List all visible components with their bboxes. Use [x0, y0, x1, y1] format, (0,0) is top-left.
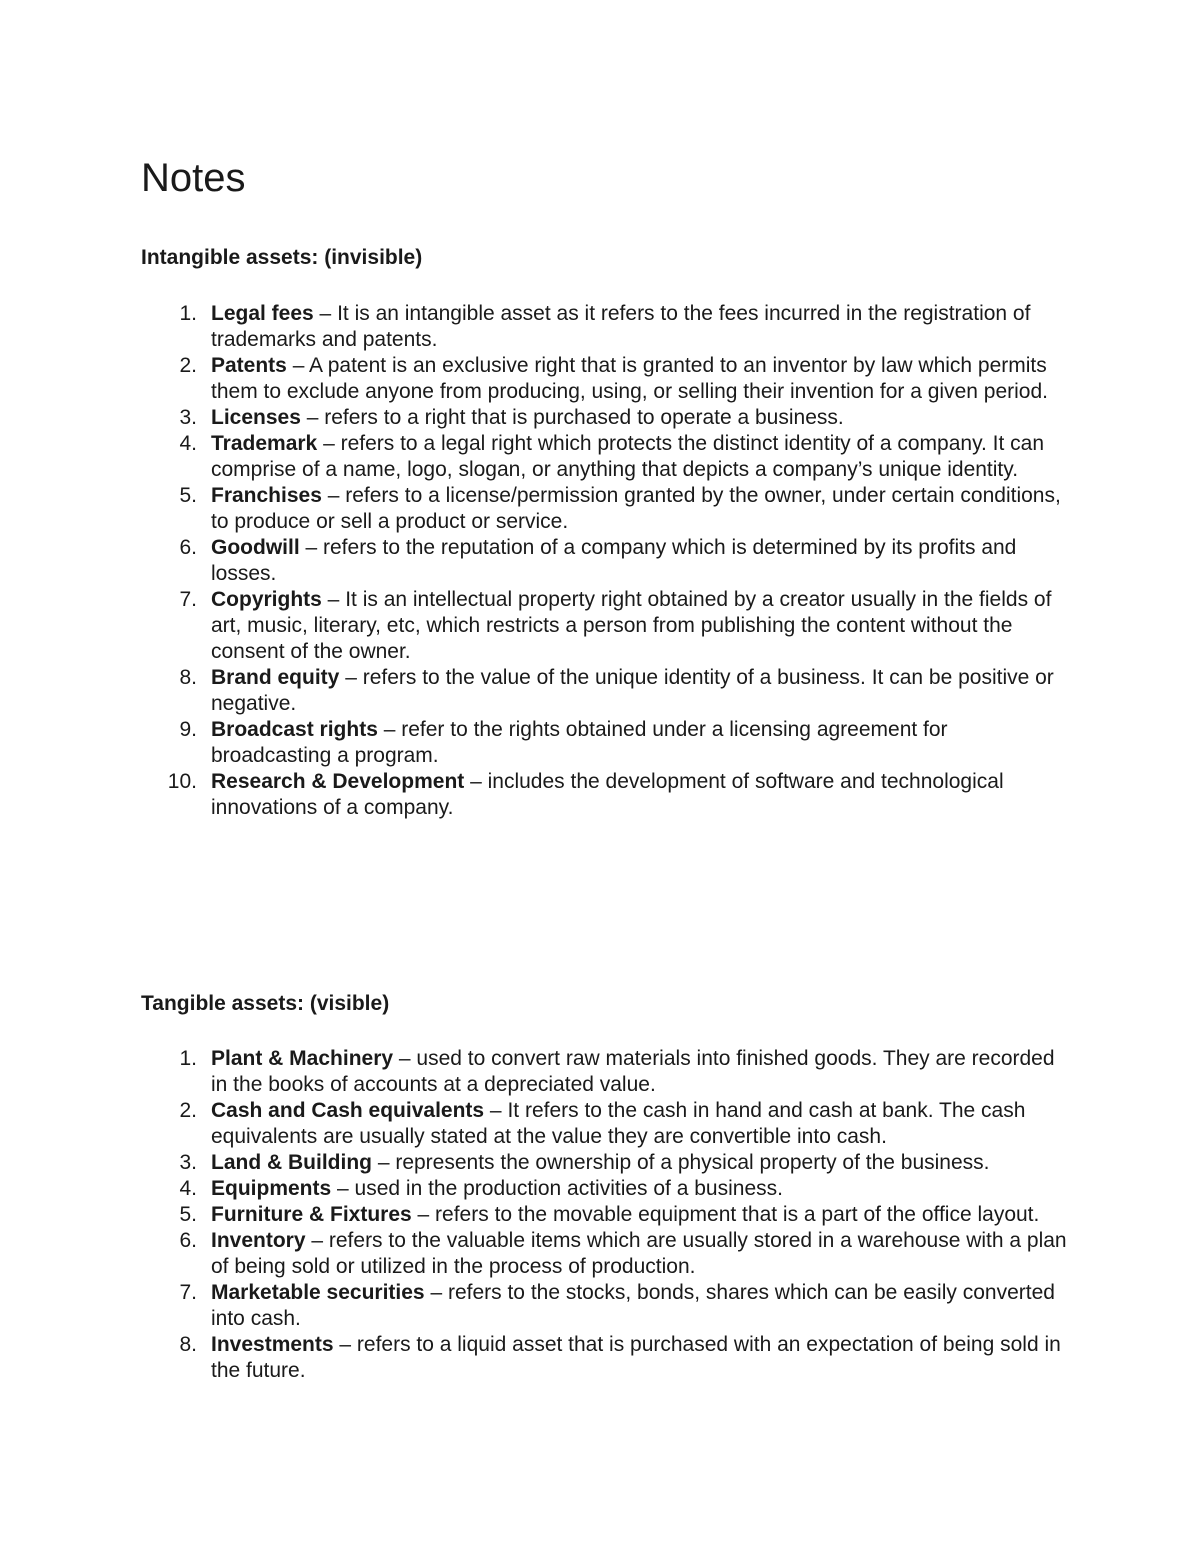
item-term: Land & Building [211, 1151, 372, 1174]
item-description: – refers to the movable equipment that is a part of the office layout. [411, 1203, 1040, 1226]
list-item [141, 1332, 1071, 1384]
list-item [141, 1202, 1071, 1228]
list-item [141, 587, 1071, 665]
list-item [141, 1280, 1071, 1332]
tangible-assets-heading: Tangible assets: (visible) [141, 992, 390, 1015]
item-term: Equipments [211, 1177, 332, 1200]
item-term: Patents [211, 354, 287, 377]
intangible-assets-list [141, 301, 1071, 821]
item-number: 9. [179, 718, 197, 741]
item-term: Trademark [211, 432, 318, 455]
list-item [141, 717, 1071, 769]
item-number: 3. [179, 406, 197, 429]
item-number: 4. [179, 1177, 197, 1200]
tangible-assets-list [141, 1046, 1071, 1384]
item-number: 5. [179, 484, 197, 507]
item-number: 4. [179, 432, 197, 455]
list-item [141, 1098, 1071, 1150]
item-description: – refers to the reputation of a company which is determined by its profits and losses. [211, 536, 1017, 585]
item-number: 2. [179, 354, 197, 377]
item-description: – refers to the value of the unique identity of a business. It can be positive or negative. [211, 666, 1054, 715]
item-number: 3. [179, 1151, 197, 1174]
item-number: 5. [179, 1203, 197, 1226]
item-description: – refer to the rights obtained under a licensing agreement for broadcasting a program. [211, 718, 948, 767]
item-term: Brand equity [211, 666, 340, 689]
item-number: 2. [179, 1099, 197, 1122]
item-description: – A patent is an exclusive right that is granted to an inventor by law which permits them to exclude anyone from producing, using, or selling their invention for a given period. [211, 354, 1048, 403]
item-description: – used to convert raw materials into finished goods. They are recorded in the books of accounts at a depreciated value. [211, 1047, 1055, 1096]
item-description: – refers to a license/permission granted by the owner, under certain conditions, to produce or sell a product or service. [211, 484, 1061, 533]
item-description: – refers to the valuable items which are usually stored in a warehouse with a plan of being sold or utilized in the process of production. [211, 1229, 1067, 1278]
list-item [141, 483, 1071, 535]
item-term: Furniture & Fixtures [211, 1203, 412, 1226]
list-item [141, 1046, 1071, 1098]
list-item [141, 353, 1071, 405]
item-number: 7. [179, 1281, 197, 1304]
item-number: 8. [179, 1333, 197, 1356]
item-term: Copyrights [211, 588, 322, 611]
item-number: 1. [179, 302, 197, 325]
list-item [141, 1228, 1071, 1280]
list-item [141, 535, 1071, 587]
item-term: Cash and Cash equivalents [211, 1099, 485, 1122]
list-item [141, 1150, 1071, 1176]
item-term: Inventory [211, 1229, 306, 1252]
item-term: Legal fees [211, 302, 314, 325]
item-number: 8. [179, 666, 197, 689]
item-description: – represents the ownership of a physical property of the business. [371, 1151, 990, 1174]
list-item [141, 769, 1071, 821]
item-term: Investments [211, 1333, 334, 1356]
list-item [141, 405, 1071, 431]
list-item [141, 431, 1071, 483]
intangible-assets-heading: Intangible assets: (invisible) [141, 246, 423, 269]
item-term: Licenses [211, 406, 301, 429]
list-item [141, 665, 1071, 717]
item-term: Plant & Machinery [211, 1047, 394, 1070]
item-description: – refers to a legal right which protects the distinct identity of a company. It can comprise of a name, logo, slogan, or anything that depicts a company’s unique identity. [211, 432, 1045, 481]
item-term: Goodwill [211, 536, 300, 559]
item-number: 6. [179, 536, 197, 559]
item-description: – refers to a liquid asset that is purchased with an expectation of being sold in the future. [211, 1333, 1061, 1382]
list-item [141, 1176, 1071, 1202]
item-description: – refers to a right that is purchased to operate a business. [300, 406, 844, 429]
list-item [141, 301, 1071, 353]
item-description: – It refers to the cash in hand and cash at bank. The cash equivalents are usually stated at the value they are convertible into cash. [211, 1099, 1026, 1148]
item-term: Broadcast rights [211, 718, 378, 741]
item-term: Franchises [211, 484, 322, 507]
item-description: – refers to the stocks, bonds, shares which can be easily converted into cash. [211, 1281, 1055, 1330]
item-description: – It is an intangible asset as it refers to the fees incurred in the registration of trademarks and patents. [211, 302, 1031, 351]
item-term: Research & Development [211, 770, 465, 793]
item-description: – It is an intellectual property right obtained by a creator usually in the fields of art, music, literary, etc, which restricts a person from publishing the content without the consent of the owner. [211, 588, 1052, 663]
item-number: 10. [167, 770, 197, 793]
item-number: 7. [179, 588, 197, 611]
item-description: – used in the production activities of a business. [331, 1177, 783, 1200]
item-term: Marketable securities [211, 1281, 425, 1304]
page-title: Notes [141, 156, 246, 200]
item-description: – includes the development of software and technological innovations of a company. [211, 770, 1004, 819]
item-number: 1. [179, 1047, 197, 1070]
item-number: 6. [179, 1229, 197, 1252]
